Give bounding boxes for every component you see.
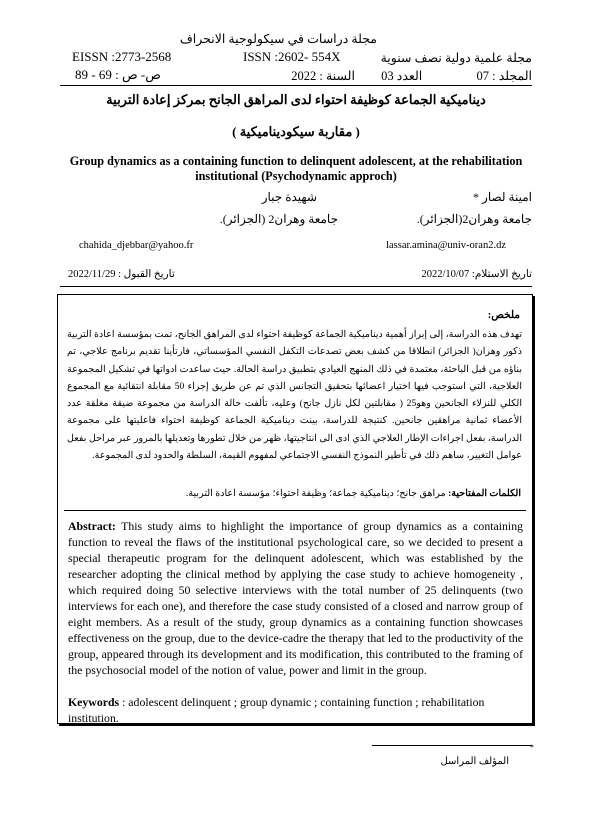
- author-2-affiliation: جامعة وهران2 (الجزائر).: [219, 212, 338, 226]
- issue: العدد 03: [381, 69, 423, 83]
- volume-line: [291, 68, 532, 84]
- dates-divider: [60, 286, 532, 287]
- header-divider: [60, 85, 532, 86]
- author-1-name: امينة لصار *: [473, 190, 532, 204]
- year: السنة : 2022: [291, 69, 355, 83]
- accepted-date: تاريخ القبول : 2022/11/29: [68, 269, 175, 280]
- english-title: Group dynamics as a containing function to delinquent adolescent, at the rehabilitation institutional (Psychodynamic approch): [69, 154, 523, 183]
- english-abstract-body: This study aims to highlight the importance of group dynamics as a containing function to reveal the flaws of the institutional psychological care, so we decided to present a special therapeutic program for the delinquent adolescent, which was established by the researcher adopting the clinical method by applying the case study to achieve homogeneity , which required doing 50 selective interviews with the total number of 25 delinquents (two interviews for each one), and therefore the case study consisted of a closed and narrow group of eight members. As a result of the study, group dynamics as a containing function showcases effectiveness on the group, due to the device-cadre the therapy that led to the productivity of the group, appeared through its development and its modification, this contributed to the framing of the psychosocial model of the notion of value, power and limit in the group.: [68, 519, 523, 677]
- arabic-keywords-text: مراهق جانح؛ ديناميكية جماعة؛ وظيفة احتواء؛ مؤسسة اعادة التربية.: [185, 488, 446, 499]
- eissn: EISSN :2773-2568: [72, 49, 172, 64]
- english-keywords-label: Keywords: [68, 695, 120, 709]
- arabic-title: ديناميكية الجماعة كوظيفة احتواء لدى المراهق الجانح بمركز إعادة التربية: [106, 92, 486, 107]
- author-2-name: شهيدة جبار: [261, 190, 317, 204]
- issn: ISSN :2602- 554X: [243, 49, 341, 64]
- english-keywords-text: : adolescent delinquent ; group dynamic ; containing function ; rehabilitation institution.: [68, 695, 485, 725]
- footnote-mark: *: [530, 743, 534, 752]
- english-abstract: [68, 518, 523, 678]
- arabic-keywords-label: الكلمات المفتاحية:: [448, 488, 521, 499]
- received-date: تاريخ الاستلام: 2022/10/07: [421, 269, 532, 280]
- arabic-subtitle: ( مقاربة سيكوديناميكية ): [232, 124, 360, 139]
- footnote-divider: [372, 745, 532, 746]
- author-2-email[interactable]: chahida_djebbar@yahoo.fr: [79, 240, 194, 251]
- volume: المجلد : 07: [476, 69, 532, 83]
- author-1-email[interactable]: lassar.amina@univ-oran2.dz: [386, 240, 506, 251]
- arabic-abstract-heading: ملخص:: [487, 310, 520, 321]
- footnote-text: المؤلف المراسل: [440, 756, 509, 767]
- abstract-divider: [64, 510, 526, 511]
- journal-type: مجلة علمية دولية نصف سنوية: [380, 51, 532, 65]
- arabic-keywords: [186, 488, 521, 499]
- arabic-abstract-body: تهدف هذه الدراسة، إلى إبراز أهمية ديناميكية الجماعة كوظيفة احتواء لدى المراهق الجانح، تمت بمؤسسة اعادة التربية ذكور وهران( الجزائر) انطلاقا من كشف بعض تصدعات التكفل النفسي المؤسساتي، فارتأينا تقديم برنامج علاجي، تم بناؤه من قبل الباحثة، معتمدة في ذلك المنهج العيادي بتطبيق دراسة الحالة. حيث ساعدت ادواتها في تشكيل المجموعة العلاجية، التي استوجب فيها اختيار اعضائها بتحقيق التجانس الذي تم عن طريق إجراء 50 مقابلة انتقائية مع المجموع الكلي للنزلاء الجانحين وهو25 ( مقابلتين لكل نازل جانح) وعليه، تألفت حالة الدراسة من مجموعة ضيقة مغلقة عدد الأعضاء ثمانية مراهقين جانحين. كنتيجة للدراسة، بينت ديناميكية الجماعة كوظيفة احتواء فاعليتها على مجموعة الدراسة، بفعل اجراءات الإطار العلاجي الذي ادى الى انتاجيتها، ظهر من خلال تطورها وتعديلها بالمرور عبر مراحل بفعل عوامل التغيير، ساهم ذلك في تأطير النموذج النفسي الاجتماعي لمفهوم القيمة، السلطة والحدود لدى المجموعة.: [67, 329, 522, 462]
- english-abstract-label: Abstract:: [68, 519, 116, 533]
- english-keywords: [68, 694, 523, 726]
- author-1-affiliation: جامعة وهران2(الجزائر).: [416, 212, 532, 226]
- journal-title: مجلة دراسات في سيكولوجية الانحراف: [179, 32, 377, 46]
- page-range: ص- ص : 69 - 89: [75, 67, 161, 82]
